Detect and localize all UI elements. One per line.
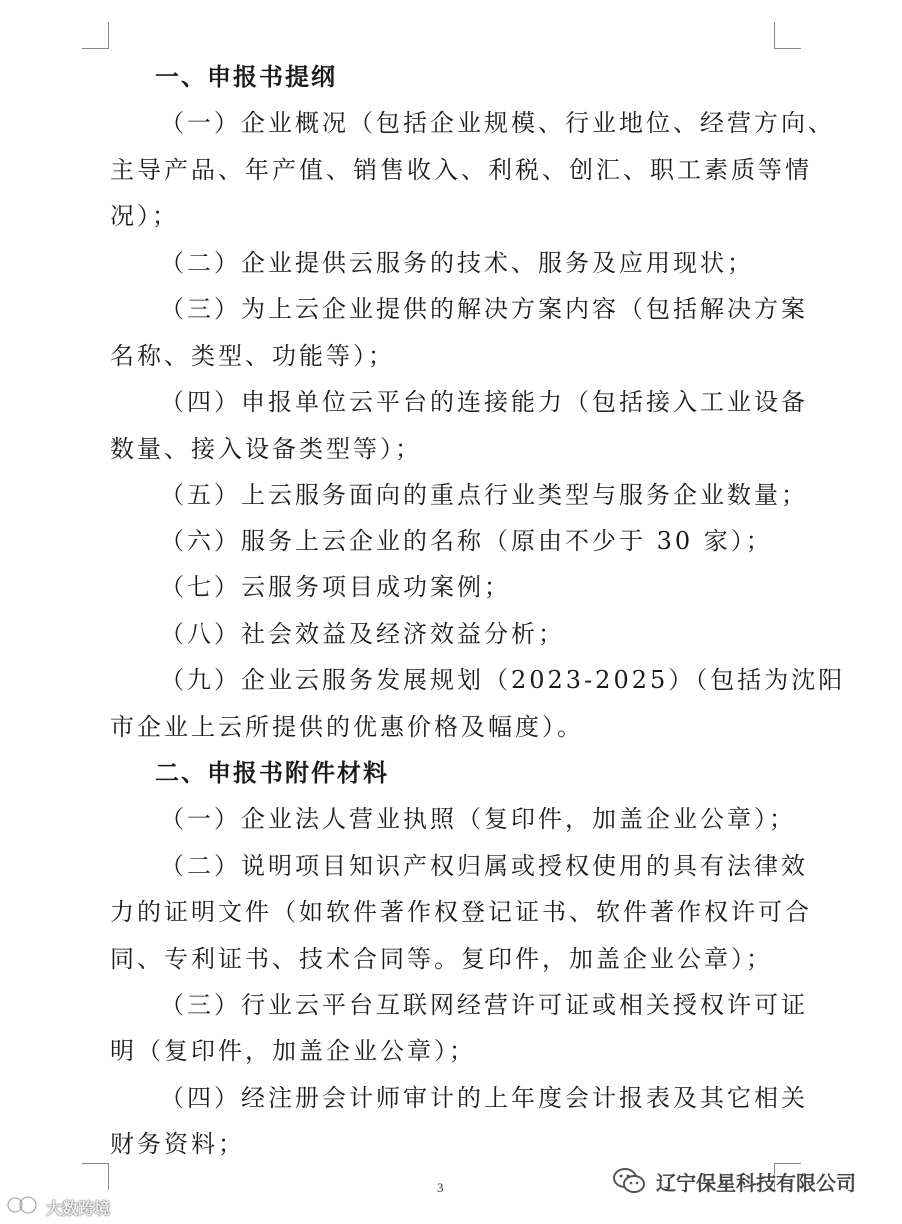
text-line: （四）经注册会计师审计的上年度会计报表及其它相关 — [160, 1084, 808, 1112]
text-line: （一）企业概况（包括企业规模、行业地位、经营方向、 — [160, 109, 835, 137]
text-line: 同、专利证书、技术合同等。复印件，加盖企业公章）； — [110, 945, 773, 973]
source-name: 大数跨境 — [46, 1198, 111, 1218]
text-line: （八）社会效益及经济效益分析； — [160, 620, 565, 648]
text-line: 况）； — [110, 202, 179, 230]
text-line: （二）企业提供云服务的技术、服务及应用现状； — [160, 249, 754, 277]
text-line: （六）服务上云企业的名称（原由不少于 30 家）； — [160, 527, 773, 555]
page-number: 3 — [437, 1180, 444, 1195]
text-line: 数量、接入设备类型等）； — [110, 435, 422, 463]
section-heading: 一、申报书提纲 — [155, 63, 337, 91]
text-line: （二）说明项目知识产权归属或授权使用的具有法律效 — [160, 852, 808, 880]
text-line: （一）企业法人营业执照（复印件，加盖企业公章）； — [160, 805, 796, 833]
text-line: 主导产品、年产值、销售收入、利税、创汇、职工素质等情 — [110, 156, 812, 184]
text-line: 力的证明文件（如软件著作权登记证书、软件著作权许可合 — [110, 898, 812, 926]
text-line: 市企业上云所提供的优惠价格及幅度）。 — [110, 713, 584, 741]
text-line: 名称、类型、功能等）； — [110, 342, 395, 370]
crop-mark-top-right — [774, 22, 801, 49]
wechat-account-name: 辽宁保星科技有限公司 — [656, 1170, 856, 1195]
crop-mark-bottom-left — [82, 1163, 109, 1190]
text-line: 明（复印件，加盖企业公章）； — [110, 1037, 476, 1065]
text-line: （三）行业云平台互联网经营许可证或相关授权许可证 — [160, 991, 808, 1019]
text-line: （七）云服务项目成功案例； — [160, 573, 511, 601]
bubble-logo-icon — [6, 1194, 40, 1220]
wechat-watermark — [612, 1166, 856, 1196]
text-line: 财务资料； — [110, 1130, 245, 1158]
section-heading: 二、申报书附件材料 — [155, 759, 389, 787]
text-line: （九）企业云服务发展规划（2023-2025）（包括为沈阳 — [160, 666, 846, 694]
text-line: （五）上云服务面向的重点行业类型与服务企业数量； — [160, 481, 808, 509]
crop-mark-top-left — [82, 22, 109, 49]
source-watermark — [6, 1194, 110, 1220]
wechat-icon — [612, 1166, 646, 1196]
text-line: （四）申报单位云平台的连接能力（包括接入工业设备 — [160, 388, 808, 416]
text-line: （三）为上云企业提供的解决方案内容（包括解决方案 — [160, 295, 808, 323]
